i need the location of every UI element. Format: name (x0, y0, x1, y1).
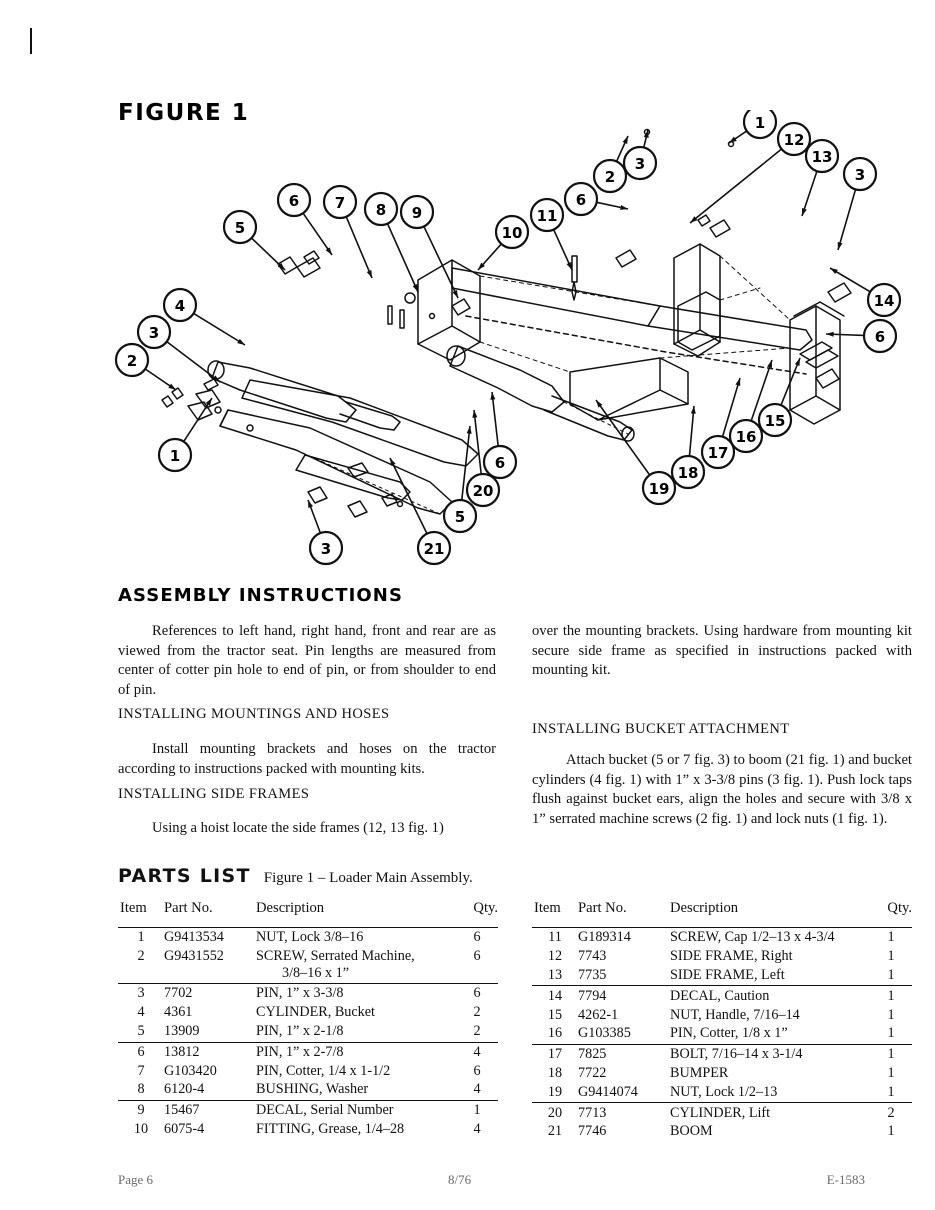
callout-leader-line (303, 213, 332, 255)
cell-part-no: 7825 (578, 1046, 607, 1063)
callout-number: 3 (320, 540, 332, 558)
cell-part-no: 7746 (578, 1123, 607, 1140)
callout-arrowhead (830, 268, 838, 274)
column-header-description: Description (670, 900, 739, 916)
table-row (532, 1044, 912, 1063)
cell-part-no: 7743 (578, 948, 607, 965)
callout-number: 7 (334, 194, 346, 212)
column-header-item: Item (534, 900, 561, 916)
table-row (118, 1003, 498, 1022)
cell-description: PIN, 1” x 2-7/8 (256, 1043, 344, 1060)
table-row (118, 1100, 498, 1119)
callout-leader-line (690, 149, 782, 223)
callout-number: 16 (735, 428, 757, 446)
callout-arrowhead (767, 360, 772, 368)
callout-number: 6 (874, 328, 886, 346)
table-row (532, 1122, 912, 1141)
cell-description: CYLINDER, Lift (670, 1104, 771, 1121)
assembly-instructions-heading: ASSEMBLY INSTRUCTIONS (118, 585, 404, 606)
callout-6 (484, 392, 516, 478)
installing-bucket-heading: INSTALLING BUCKET ATTACHMENT (532, 721, 790, 737)
cell-description: BUSHING, Washer (256, 1080, 456, 1100)
callout-3 (838, 158, 876, 250)
callout-2 (594, 136, 628, 192)
callout-number: 17 (707, 444, 729, 462)
table-row (532, 1064, 912, 1083)
callout-number: 3 (854, 166, 866, 184)
table-header-row (532, 900, 912, 927)
callout-arrowhead (237, 339, 245, 345)
cell-description: BUMPER (670, 1064, 729, 1081)
column-header-part-no: Part No. (578, 900, 627, 916)
table-row (118, 1022, 498, 1042)
parts-table-left (118, 900, 498, 1139)
cell-item: 13 (532, 966, 578, 986)
cell-item: 15 (547, 1006, 563, 1023)
cell-item: 5 (118, 1022, 164, 1042)
footer-date-code: 8/76 (448, 1172, 472, 1187)
cell-item: 10 (133, 1121, 149, 1137)
callout-leader-line (596, 400, 650, 475)
cell-item: 3 (137, 985, 145, 1002)
callout-11 (531, 199, 572, 270)
callout-arrowhead (413, 284, 418, 292)
callout-2 (116, 344, 176, 390)
callout-1 (729, 110, 776, 143)
table-row (118, 1042, 498, 1061)
callout-14 (830, 268, 900, 316)
callout-arrowhead (308, 500, 313, 508)
cell-item: 12 (547, 948, 563, 965)
installing-mountings-heading: INSTALLING MOUNTINGS AND HOSES (118, 706, 390, 722)
cell-part-no: G9414074 (578, 1083, 670, 1103)
callout-number: 5 (234, 219, 246, 237)
cell-part-no: 7735 (578, 966, 670, 986)
cell-qty: 1 (887, 929, 895, 946)
page-footer (0, 1172, 935, 1192)
cell-item: 20 (547, 1104, 563, 1121)
column-header-description: Description (256, 900, 325, 916)
callout-13 (802, 140, 838, 216)
callout-5 (224, 211, 285, 270)
callout-number: 6 (288, 192, 300, 210)
cell-part-no: 13812 (164, 1043, 200, 1060)
callout-number: 2 (604, 168, 616, 186)
cell-description: SCREW, Cap 1/2–13 x 4-3/4 (670, 929, 835, 946)
cell-part-no: 6075-4 (164, 1121, 205, 1137)
callout-leader-line (184, 398, 212, 442)
cell-qty: 1 (870, 966, 912, 986)
table-row (532, 1024, 912, 1044)
cell-item: 14 (547, 987, 563, 1004)
callout-arrowhead (838, 242, 843, 250)
callout-arrowhead (206, 398, 212, 406)
cell-qty: 4 (456, 1080, 498, 1100)
installing-mountings-paragraph: Install mounting brackets and hoses on the tractor according to instructions packed with mounting kits. (118, 741, 496, 777)
cell-item: 9 (137, 1102, 145, 1119)
cell-description: PIN, 1” x 3-3/8 (256, 985, 344, 1002)
cell-description: SIDE FRAME, Right (670, 948, 793, 965)
table-row (118, 947, 498, 984)
cell-item: 16 (532, 1024, 578, 1044)
margin-tick (30, 28, 32, 54)
cell-description: NUT, Lock 1/2–13 (670, 1083, 870, 1103)
callout-1 (159, 398, 212, 471)
callout-leader-line (346, 217, 372, 278)
callout-number: 11 (536, 207, 558, 225)
cell-qty: 6 (456, 947, 498, 984)
cell-description: BOLT, 7/16–14 x 3-1/4 (670, 1046, 803, 1063)
callout-number: 8 (375, 201, 387, 219)
cell-part-no: G189314 (578, 929, 631, 946)
callout-number: 4 (174, 297, 186, 315)
parts-table-right (532, 900, 912, 1141)
callout-number: 3 (634, 155, 646, 173)
table-row (118, 1061, 498, 1080)
callout-arrowhead (735, 378, 740, 386)
column-header-qty: Qty. (473, 900, 498, 916)
callout-arrowhead (367, 270, 372, 278)
footer-page-number: Page 6 (118, 1172, 154, 1187)
cell-part-no: 4361 (164, 1004, 193, 1021)
callout-number: 6 (494, 454, 506, 472)
cell-qty: 1 (473, 1102, 481, 1119)
cell-description: SIDE FRAME, Left (670, 966, 870, 986)
table-header-row (118, 900, 498, 927)
callout-3 (308, 500, 342, 564)
installing-side-frames-heading: INSTALLING SIDE FRAMES (118, 786, 310, 802)
parts-list-header (118, 865, 473, 887)
installing-side-frames-paragraph: Using a hoist locate the side frames (12, 13 fig. 1) (152, 820, 444, 836)
cell-qty: 2 (456, 1022, 498, 1042)
installing-bucket-paragraph: Attach bucket (5 or 7 fig. 3) to boom (21 fig. 1) and bucket cylinders (4 fig. 1) with 1” x 3-3/8 pins (3 fig. 1). Push lock taps flush against bucket ears, align the holes and secure with 3/8 x 1” serrated machine screws (2 fig. 1) and lock nuts (1 fig. 1). (532, 752, 912, 827)
callout-18 (672, 406, 704, 488)
callout-arrowhead (802, 208, 807, 216)
cell-item: 11 (548, 929, 562, 946)
callout-leader-line (492, 392, 498, 446)
callout-arrowhead (795, 358, 800, 366)
callout-9 (401, 196, 458, 298)
table-row (532, 1005, 912, 1024)
callout-leader-line (838, 189, 856, 250)
callout-7 (324, 186, 372, 278)
cell-qty: 1 (887, 1064, 895, 1081)
callout-leader-line (194, 313, 245, 345)
cell-description-continued: 3/8–16 x 1” (282, 964, 349, 981)
cell-description: DECAL, Serial Number (256, 1102, 394, 1119)
cell-item: 8 (118, 1080, 164, 1100)
cell-qty: 6 (473, 929, 481, 946)
cell-qty: 1 (870, 1083, 912, 1103)
cell-qty: 2 (887, 1104, 895, 1121)
cell-part-no: 4262-1 (578, 1006, 619, 1023)
parts-list-label: PARTS LIST (118, 865, 251, 887)
callout-12 (690, 123, 810, 223)
cell-part-no: G103385 (578, 1024, 670, 1044)
table-row (532, 947, 912, 966)
cell-qty: 2 (473, 1004, 481, 1021)
callout-number: 3 (148, 324, 160, 342)
callout-number: 21 (423, 540, 445, 558)
cell-part-no: 6120-4 (164, 1080, 256, 1100)
cell-item: 21 (547, 1123, 563, 1140)
callout-4 (164, 289, 245, 345)
callout-number: 9 (411, 204, 423, 222)
cell-qty: 1 (887, 948, 895, 965)
table-row (532, 1083, 912, 1103)
cell-description: BOOM (670, 1123, 713, 1140)
column-header-qty: Qty. (887, 900, 912, 916)
cell-item: 19 (532, 1083, 578, 1103)
callout-leader-line (390, 458, 427, 534)
table-row (532, 928, 912, 947)
cell-description: NUT, Handle, 7/16–14 (670, 1006, 800, 1023)
callout-6 (826, 320, 896, 352)
callout-number: 19 (648, 480, 670, 498)
callout-leader-line (388, 224, 418, 292)
callout-number: 6 (575, 191, 587, 209)
cell-part-no: 7722 (578, 1064, 607, 1081)
cell-item: 17 (547, 1046, 563, 1063)
cell-description: CYLINDER, Bucket (256, 1004, 376, 1021)
cell-qty: 1 (887, 987, 895, 1004)
callout-6 (278, 184, 332, 255)
cell-item: 6 (137, 1043, 145, 1060)
callout-arrowhead (452, 290, 458, 298)
loader-assembly-diagram (100, 110, 920, 570)
assembly-intro-paragraph: References to left hand, right hand, front and rear are as viewed from the tractor seat. Pin lengths are measured from center of cotter pin hole to end of pin, or from shoulder to end of pin. (118, 623, 496, 698)
cell-qty: 1 (870, 1024, 912, 1044)
cell-qty: 4 (473, 1043, 481, 1060)
callout-leader-line (424, 226, 458, 298)
table-row (532, 986, 912, 1005)
cell-qty: 6 (473, 985, 481, 1002)
cell-item: 7 (137, 1062, 145, 1079)
callout-arrowhead (826, 332, 834, 337)
footer-form-number: E-1583 (826, 1172, 865, 1187)
callout-10 (478, 216, 528, 270)
cell-description: PIN, Cotter, 1/4 x 1-1/2 (256, 1062, 391, 1079)
callout-21 (390, 458, 450, 564)
callout-number: 5 (454, 508, 466, 526)
cell-qty: 1 (887, 1046, 895, 1063)
cell-description: FITTING, Grease, 1/4–28 (256, 1121, 405, 1137)
callout-number: 13 (811, 148, 833, 166)
table-row (118, 1080, 498, 1100)
callout-17 (702, 378, 740, 468)
table-row (118, 984, 498, 1003)
cell-part-no: 7713 (578, 1104, 607, 1121)
callout-number: 1 (754, 114, 766, 132)
callout-19 (596, 400, 675, 504)
cell-description: PIN, 1” x 2-1/8 (256, 1022, 456, 1042)
column-header-item: Item (120, 900, 147, 916)
callout-number: 15 (764, 412, 786, 430)
callout-number: 1 (169, 447, 181, 465)
table-row (118, 1120, 498, 1139)
cell-part-no: G103420 (164, 1062, 217, 1079)
table-row (532, 1103, 912, 1122)
cell-item: 1 (137, 929, 145, 946)
callout-number: 2 (126, 352, 138, 370)
cell-part-no: 7702 (164, 985, 193, 1002)
cell-part-no: G9431552 (164, 947, 256, 984)
callout-arrowhead (623, 136, 628, 144)
cell-item: 4 (137, 1004, 145, 1021)
figure-title: FIGURE 1 (118, 100, 250, 126)
cell-description: DECAL, Caution (670, 987, 770, 1004)
cell-item: 18 (547, 1064, 563, 1081)
callout-number: 20 (472, 482, 494, 500)
cell-qty: 6 (473, 1062, 481, 1079)
callout-number: 14 (873, 292, 895, 310)
cell-qty: 1 (887, 1123, 895, 1140)
table-row (118, 928, 498, 947)
cell-part-no: 13909 (164, 1022, 256, 1042)
cell-description: NUT, Lock 3/8–16 (256, 929, 364, 946)
callout-number: 12 (783, 131, 805, 149)
cell-description: SCREW, Serrated Machine, 3/8–16 x 1” (256, 947, 456, 984)
cell-part-no: 7794 (578, 987, 607, 1004)
table-row (532, 966, 912, 986)
callout-3 (624, 130, 656, 179)
callout-arrowhead (567, 262, 572, 270)
side-frames-continued-paragraph: over the mounting brackets. Using hardware from mounting kit secure side frame as specified in instructions packed with mounting kit. (532, 623, 912, 678)
cell-qty: 4 (473, 1121, 481, 1137)
cell-qty: 1 (887, 1006, 895, 1023)
cell-item: 2 (118, 947, 164, 984)
callout-layer (116, 110, 900, 564)
cell-part-no: 15467 (164, 1102, 200, 1119)
callout-number: 10 (501, 224, 523, 242)
column-header-part-no: Part No. (164, 900, 213, 916)
callout-leader-line (474, 410, 481, 474)
cell-description: PIN, Cotter, 1/8 x 1” (670, 1024, 870, 1044)
parts-list-caption: Figure 1 – Loader Main Assembly. (263, 870, 473, 886)
cell-part-no: G9413534 (164, 929, 224, 946)
callout-number: 18 (677, 464, 699, 482)
